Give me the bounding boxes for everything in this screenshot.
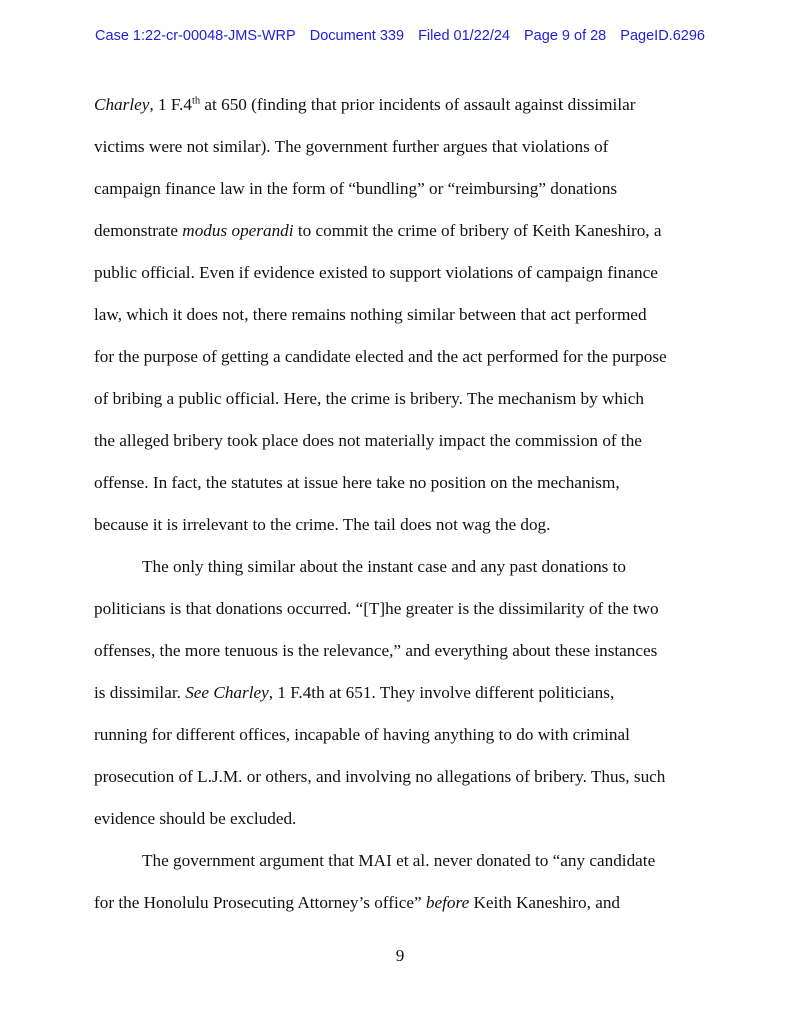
text-line: offenses, the more tenuous is the relevance,” and everything about these instances bbox=[94, 641, 658, 660]
document-body bbox=[94, 92, 714, 932]
text-line: law, which it does not, there remains nothing similar between that act performed bbox=[94, 305, 647, 324]
text-line: politicians is that donations occurred. “[T]he greater is the dissimilarity of the two bbox=[94, 599, 659, 618]
text-line: running for different offices, incapable of having anything to do with criminal bbox=[94, 725, 630, 744]
text-line: demonstrate modus operandi to commit the crime of bribery of Keith Kaneshiro, a bbox=[94, 221, 662, 240]
text-line: campaign finance law in the form of “bundling” or “reimbursing” donations bbox=[94, 179, 618, 198]
header-filed-date: Filed 01/22/24 bbox=[418, 28, 510, 44]
text-line: for the purpose of getting a candidate elected and the act performed for the purpose bbox=[94, 347, 667, 366]
text-line: public official. Even if evidence existed to support violations of campaign finance bbox=[94, 263, 658, 282]
ordinal-superscript: th bbox=[191, 95, 201, 107]
text-line: because it is irrelevant to the crime. The tail does not wag the dog. bbox=[94, 515, 551, 534]
paragraph-1 bbox=[94, 92, 714, 554]
text-line: offense. In fact, the statutes at issue here take no position on the mechanism, bbox=[94, 473, 620, 492]
text-line: The government argument that MAI et al. never donated to “any candidate bbox=[142, 851, 656, 870]
paragraph-3 bbox=[94, 848, 714, 932]
text-line: The only thing similar about the instant case and any past donations to bbox=[142, 557, 627, 576]
page-number: 9 bbox=[395, 946, 405, 965]
header-case-number: Case 1:22-cr-00048-JMS-WRP bbox=[95, 28, 296, 44]
case-citation: Charley bbox=[94, 95, 150, 114]
italic-term: modus operandi bbox=[182, 221, 294, 240]
paragraph-2 bbox=[94, 554, 714, 848]
case-header bbox=[0, 28, 800, 44]
case-citation: See Charley bbox=[185, 683, 269, 702]
italic-term: before bbox=[425, 893, 470, 912]
header-page-id: PageID.6296 bbox=[620, 28, 705, 44]
text-line: victims were not similar). The government further argues that violations of bbox=[94, 137, 609, 156]
text-line: for the Honolulu Prosecuting Attorney’s office” before Keith Kaneshiro, and bbox=[94, 893, 621, 912]
text-line: is dissimilar. See Charley, 1 F.4th at 651. They involve different politicians, bbox=[94, 683, 615, 702]
text-line: of bribing a public official. Here, the crime is bribery. The mechanism by which bbox=[94, 389, 644, 408]
text-line: prosecution of L.J.M. or others, and involving no allegations of bribery. Thus, such bbox=[94, 767, 666, 786]
text-line: evidence should be excluded. bbox=[94, 809, 297, 828]
header-page-count: Page 9 of 28 bbox=[524, 28, 607, 44]
header-document-number: Document 339 bbox=[309, 28, 405, 44]
text-line: the alleged bribery took place does not materially impact the commission of the bbox=[94, 431, 642, 450]
text-line: Charley, 1 F.4th at 650 (finding that prior incidents of assault against dissimilar bbox=[94, 95, 636, 114]
